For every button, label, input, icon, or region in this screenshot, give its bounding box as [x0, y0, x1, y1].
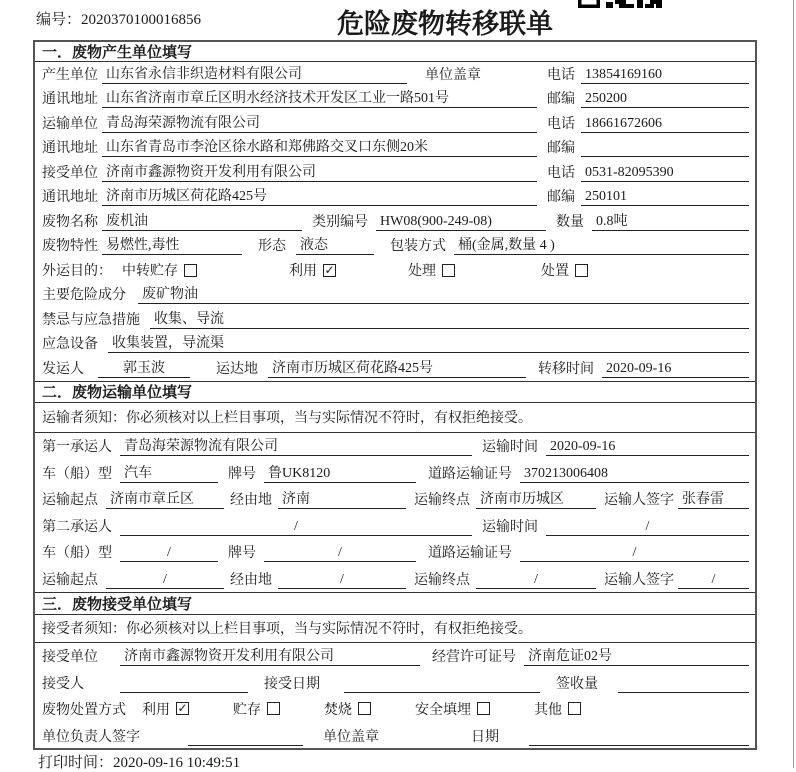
first-vehicle-type-value: 汽车 — [120, 465, 218, 483]
shipper-value: 郭玉波 — [98, 360, 190, 378]
second-carrier-sign-value: / — [678, 571, 749, 589]
purpose-dispose-checkbox — [575, 264, 588, 277]
second-carrier-sign-label: 运输人签字 — [604, 572, 674, 588]
receive-person-label: 接受人 — [42, 676, 84, 692]
row-transporter-unit — [35, 111, 755, 136]
waste-traits-value: 易燃性,毒性 — [102, 237, 242, 255]
producer-unit-value: 山东省永信非织造材料有限公司 — [102, 66, 407, 84]
first-transport-time-value: 2020-09-16 — [546, 438, 749, 456]
row-receive-person — [35, 669, 755, 696]
waste-packing-label: 包装方式 — [390, 239, 446, 254]
disposal-option-burn-label: 焚烧 — [324, 703, 352, 718]
first-route-via-value: 济南 — [278, 491, 406, 509]
first-transport-time-label: 运输时间 — [482, 440, 538, 455]
waste-category-label: 类别编号 — [312, 214, 368, 230]
disposal-landfill-checkbox — [477, 702, 490, 715]
shipper-label: 发运人 — [42, 361, 84, 377]
waste-traits-label: 废物特性 — [42, 239, 98, 254]
transfer-time-value: 2020-09-16 — [602, 360, 749, 378]
receive-sign-date-value — [529, 729, 749, 746]
purpose-storage-checkbox — [184, 264, 197, 277]
disposal-option-use-label: 利用 — [142, 703, 170, 718]
producer-phone-label: 电话 — [547, 67, 575, 83]
row-waste-name — [35, 209, 755, 234]
first-vehicle-type-label: 车（船）型 — [42, 466, 112, 482]
receive-sign-date-label: 日期 — [471, 729, 499, 745]
hazard-component-value: 废矿物油 — [138, 286, 749, 304]
receiver-unit-label: 接受单位 — [42, 165, 98, 181]
section2-notice: 运输者须知：你必须核对以上栏目事项，当与实际情况不符时，有权拒绝接受。 — [35, 403, 755, 433]
second-transport-time-value: / — [546, 518, 749, 536]
producer-seal-label: 单位盖章 — [425, 67, 481, 83]
producer-address-value: 山东省济南市章丘区明水经济技术开发区工业一路501号 — [102, 90, 537, 108]
transporter-phone-value: 18661672606 — [581, 115, 749, 133]
destination-value: 济南市历城区荷花路425号 — [268, 360, 526, 378]
section1-header: 一．废物产生单位填写 — [35, 42, 755, 62]
first-route-start-label: 运输起点 — [42, 493, 98, 508]
row-first-vehicle — [35, 459, 755, 486]
manifest-form-table — [33, 40, 757, 750]
print-time-value: 2020-09-16 10:49:51 — [113, 755, 241, 771]
row-hazard-component — [35, 283, 755, 308]
row-receive-unit — [35, 643, 755, 670]
receiver-seal-label: 单位盖章 — [323, 729, 379, 745]
signed-amount-value — [618, 676, 749, 693]
signed-amount-label: 签收量 — [556, 676, 598, 692]
purpose-option-use-label: 利用 — [289, 263, 317, 279]
first-carrier-label: 第一承运人 — [42, 440, 112, 455]
waste-name-label: 废物名称 — [42, 214, 98, 230]
first-route-end-label: 运输终点 — [414, 493, 470, 508]
receive-unit-label: 接受单位 — [42, 650, 98, 665]
row-receiver-address — [35, 185, 755, 210]
disposal-other-checkbox — [568, 702, 581, 715]
row-second-carrier — [35, 512, 755, 539]
row-waste-traits — [35, 234, 755, 259]
emergency-equipment-label: 应急设备 — [42, 337, 98, 352]
business-permit-value: 济南危证02号 — [524, 648, 749, 666]
waste-qty-label: 数量 — [556, 214, 584, 230]
emergency-equipment-value: 收集装置，导流渠 — [108, 335, 749, 353]
row-producer-unit — [35, 62, 755, 87]
waste-form-value: 液态 — [296, 237, 374, 255]
business-permit-label: 经营许可证号 — [432, 650, 516, 665]
receiver-zip-value: 250101 — [581, 188, 749, 206]
row-transfer-purpose — [35, 258, 755, 283]
second-road-permit-label: 道路运输证号 — [428, 546, 512, 561]
producer-phone-value: 13854169160 — [581, 66, 749, 84]
disposal-option-other-label: 其他 — [534, 703, 562, 718]
row-transporter-address — [35, 136, 755, 161]
first-road-permit-label: 道路运输证号 — [428, 466, 512, 482]
row-first-carrier — [35, 433, 755, 460]
taboo-measures-label: 禁忌与应急措施 — [42, 312, 140, 328]
row-taboo-measures — [35, 307, 755, 332]
transporter-unit-value: 青岛海荣源物流有限公司 — [102, 115, 537, 133]
disposal-burn-checkbox — [358, 702, 371, 715]
receive-date-value — [344, 676, 540, 693]
waste-qty-value: 0.8吨 — [592, 213, 749, 231]
transporter-phone-label: 电话 — [547, 116, 575, 132]
responsible-sign-value — [188, 729, 303, 746]
disposal-method-label: 废物处置方式 — [42, 703, 126, 718]
transfer-time-label: 转移时间 — [538, 361, 594, 377]
print-time-label: 打印时间： — [38, 755, 114, 771]
qr-code-icon — [578, 0, 662, 9]
receiver-phone-value: 0531-82095390 — [581, 164, 749, 182]
hazard-component-label: 主要危险成分 — [42, 288, 126, 303]
print-time — [38, 751, 240, 772]
row-emergency-equipment — [35, 332, 755, 357]
purpose-option-treat-label: 处理 — [408, 263, 436, 279]
row-shipping-info — [35, 356, 755, 381]
destination-label: 运达地 — [216, 361, 258, 377]
row-first-route — [35, 486, 755, 513]
purpose-option-dispose-label: 处置 — [541, 263, 569, 279]
second-vehicle-type-value: / — [120, 544, 218, 562]
disposal-option-store-label: 贮存 — [233, 703, 261, 718]
transporter-zip-value — [581, 140, 749, 157]
transporter-address-label: 通讯地址 — [42, 141, 98, 156]
waste-form-label: 形态 — [258, 239, 286, 254]
second-vehicle-type-label: 车（船）型 — [42, 546, 112, 561]
first-road-permit-value: 370213006408 — [520, 465, 749, 483]
producer-address-label: 通讯地址 — [42, 92, 98, 107]
waste-packing-value: 桶(金属,数量 4 ) — [454, 237, 749, 255]
section3-header: 三．废物接受单位填写 — [35, 592, 755, 615]
taboo-measures-value: 收集、导流 — [150, 311, 749, 329]
row-second-vehicle — [35, 539, 755, 566]
section3-notice: 接受者须知：你必须核对以上栏目事项，当与实际情况不符时，有权拒绝接受。 — [35, 615, 755, 643]
transporter-address-value: 山东省青岛市李沧区徐水路和郑佛路交叉口东侧20米 — [102, 139, 537, 157]
first-route-start-value: 济南市章丘区 — [106, 491, 224, 509]
second-route-via-label: 经由地 — [230, 572, 272, 588]
first-carrier-sign-label: 运输人签字 — [604, 493, 674, 508]
second-route-start-value: / — [106, 571, 224, 589]
second-plate-value: / — [264, 544, 416, 562]
receive-person-value — [120, 676, 248, 693]
serial-number — [36, 8, 201, 29]
serial-number-label: 编号： — [36, 12, 82, 28]
second-carrier-label: 第二承运人 — [42, 519, 112, 535]
receiver-address-value: 济南市历城区荷花路425号 — [102, 188, 537, 206]
page-right-edge-line — [793, 0, 794, 768]
page-title: 危险废物转移联单 — [337, 9, 553, 39]
producer-unit-label: 产生单位 — [42, 67, 98, 83]
disposal-store-checkbox — [267, 702, 280, 715]
receive-unit-value: 济南市鑫源物资开发利用有限公司 — [120, 648, 420, 666]
first-route-via-label: 经由地 — [230, 493, 272, 508]
second-plate-label: 牌号 — [228, 546, 256, 561]
receiver-zip-label: 邮编 — [547, 190, 575, 205]
second-road-permit-value: / — [520, 544, 749, 562]
receiver-phone-label: 电话 — [547, 165, 575, 181]
second-route-start-label: 运输起点 — [42, 572, 98, 588]
second-transport-time-label: 运输时间 — [482, 519, 538, 535]
second-route-end-value: / — [476, 571, 596, 589]
first-carrier-value: 青岛海荣源物流有限公司 — [120, 438, 472, 456]
purpose-use-checkbox: ✓ — [324, 262, 335, 277]
row-disposal-method — [35, 696, 755, 723]
waste-category-value: HW08(900-249-08) — [376, 213, 546, 231]
row-second-route — [35, 565, 755, 592]
receiver-address-label: 通讯地址 — [42, 190, 98, 205]
disposal-option-landfill-label: 安全填埋 — [415, 703, 471, 718]
first-route-end-value: 济南市历城区 — [476, 491, 596, 509]
section2-header: 二．废物运输单位填写 — [35, 381, 755, 403]
row-receiver-unit — [35, 160, 755, 185]
producer-zip-label: 邮编 — [547, 92, 575, 107]
responsible-sign-label: 单位负责人签字 — [42, 729, 140, 745]
serial-number-value: 2020370100016856 — [81, 12, 202, 28]
transporter-zip-label: 邮编 — [547, 141, 575, 156]
transporter-unit-label: 运输单位 — [42, 116, 98, 132]
producer-zip-value: 250200 — [581, 90, 749, 108]
first-carrier-sign-value: 张春雷 — [678, 491, 749, 509]
waste-name-value: 废机油 — [102, 213, 302, 231]
second-route-via-value: / — [278, 571, 406, 589]
row-responsible-signature — [35, 722, 755, 749]
transfer-purpose-label: 外运目的： — [42, 263, 112, 279]
receive-date-label: 接受日期 — [264, 676, 320, 692]
disposal-use-checkbox: ✓ — [177, 701, 188, 716]
first-plate-label: 牌号 — [228, 466, 256, 482]
row-producer-address — [35, 87, 755, 112]
second-route-end-label: 运输终点 — [414, 572, 470, 588]
first-plate-value: 鲁UK8120 — [264, 465, 416, 483]
purpose-treat-checkbox — [442, 264, 455, 277]
purpose-option-storage-label: 中转贮存 — [122, 263, 178, 279]
receiver-unit-value: 济南市鑫源物资开发利用有限公司 — [102, 164, 537, 182]
second-carrier-value: / — [120, 518, 472, 536]
